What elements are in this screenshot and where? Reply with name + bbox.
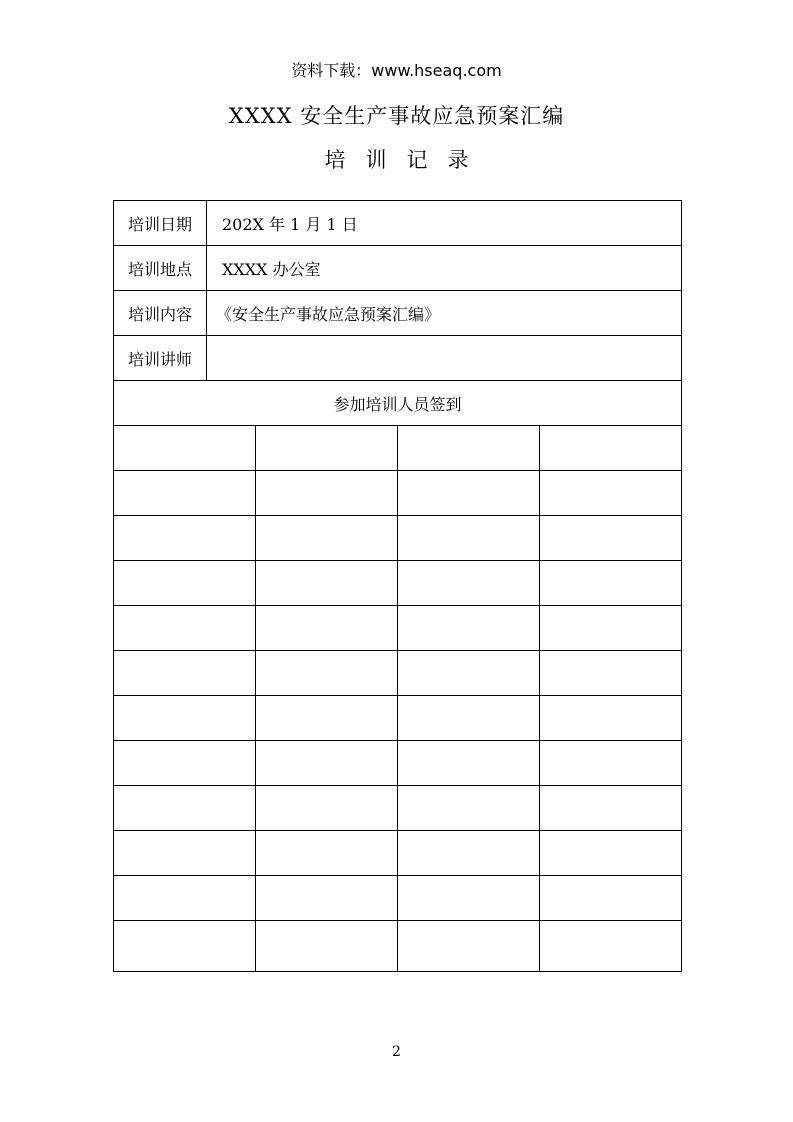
training-instructor-value[interactable]: [208, 336, 681, 380]
signin-row: [114, 516, 681, 561]
signature-cell[interactable]: [256, 786, 398, 830]
signature-cell[interactable]: [398, 606, 540, 650]
signature-cell[interactable]: [114, 831, 256, 875]
signature-cell[interactable]: [114, 561, 256, 605]
signature-cell[interactable]: [256, 921, 398, 971]
signin-row: [114, 471, 681, 516]
training-record-form: [113, 200, 682, 972]
signin-row: [114, 561, 681, 606]
signature-cell[interactable]: [256, 651, 398, 695]
signature-cell[interactable]: [540, 831, 681, 875]
field-label: 培训讲师: [114, 336, 207, 380]
document-title: XXXX 安全生产事故应急预案汇编: [228, 104, 565, 128]
signin-row: [114, 831, 681, 876]
signature-cell[interactable]: [540, 561, 681, 605]
signature-cell[interactable]: [256, 471, 398, 515]
signature-cell[interactable]: [398, 516, 540, 560]
field-label: 培训地点: [114, 246, 207, 290]
field-row-instructor: [114, 336, 681, 381]
signature-cell[interactable]: [398, 831, 540, 875]
signature-cell[interactable]: [256, 741, 398, 785]
signature-cell[interactable]: [114, 651, 256, 695]
training-location-value[interactable]: XXXX 办公室: [222, 259, 321, 279]
signature-cell[interactable]: [398, 471, 540, 515]
signature-cell[interactable]: [398, 561, 540, 605]
source-line: 资料下载：www.hseaq.com: [291, 61, 502, 80]
signature-cell[interactable]: [398, 786, 540, 830]
signin-row: [114, 696, 681, 741]
field-label: 培训日期: [114, 201, 207, 245]
signature-cell[interactable]: [114, 606, 256, 650]
signin-row: [114, 606, 681, 651]
signature-cell[interactable]: [256, 561, 398, 605]
signature-cell[interactable]: [256, 696, 398, 740]
signin-row: [114, 876, 681, 921]
signature-cell[interactable]: [114, 786, 256, 830]
training-content-value[interactable]: 《安全生产事故应急预案汇编》: [216, 304, 441, 324]
signature-cell[interactable]: [540, 876, 681, 920]
field-row-content: [114, 291, 681, 336]
signin-row: [114, 426, 681, 471]
signature-cell[interactable]: [398, 921, 540, 971]
signature-cell[interactable]: [398, 426, 540, 470]
signature-cell[interactable]: [398, 876, 540, 920]
signature-cell[interactable]: [398, 741, 540, 785]
signature-cell[interactable]: [114, 921, 256, 971]
signature-cell[interactable]: [114, 741, 256, 785]
signature-cell[interactable]: [540, 426, 681, 470]
signature-cell[interactable]: [256, 426, 398, 470]
signature-cell[interactable]: [114, 876, 256, 920]
signature-cell[interactable]: [114, 426, 256, 470]
signature-cell[interactable]: [540, 651, 681, 695]
signature-cell[interactable]: [256, 606, 398, 650]
signature-cell[interactable]: [540, 471, 681, 515]
record-title: 培训记录: [324, 148, 489, 172]
signature-cell[interactable]: [540, 516, 681, 560]
page-number: 2: [392, 1044, 401, 1060]
signin-row: [114, 786, 681, 831]
signin-row: [114, 651, 681, 696]
signature-cell[interactable]: [256, 831, 398, 875]
field-row-location: [114, 246, 681, 291]
training-date-value[interactable]: 202X 年 1 月 1 日: [222, 214, 358, 234]
signin-row: [114, 921, 681, 971]
signature-cell[interactable]: [398, 651, 540, 695]
signature-cell[interactable]: [114, 696, 256, 740]
signature-cell[interactable]: [540, 921, 681, 971]
signature-cell[interactable]: [114, 471, 256, 515]
signature-cell[interactable]: [256, 516, 398, 560]
signature-cell[interactable]: [540, 696, 681, 740]
field-label: 培训内容: [114, 291, 207, 335]
signature-cell[interactable]: [256, 876, 398, 920]
signin-row: [114, 741, 681, 786]
signature-cell[interactable]: [540, 606, 681, 650]
signature-cell[interactable]: [398, 696, 540, 740]
signin-heading: 参加培训人员签到: [114, 381, 681, 426]
signature-cell[interactable]: [540, 786, 681, 830]
signature-cell[interactable]: [114, 516, 256, 560]
signature-cell[interactable]: [540, 741, 681, 785]
field-row-date: [114, 201, 681, 246]
